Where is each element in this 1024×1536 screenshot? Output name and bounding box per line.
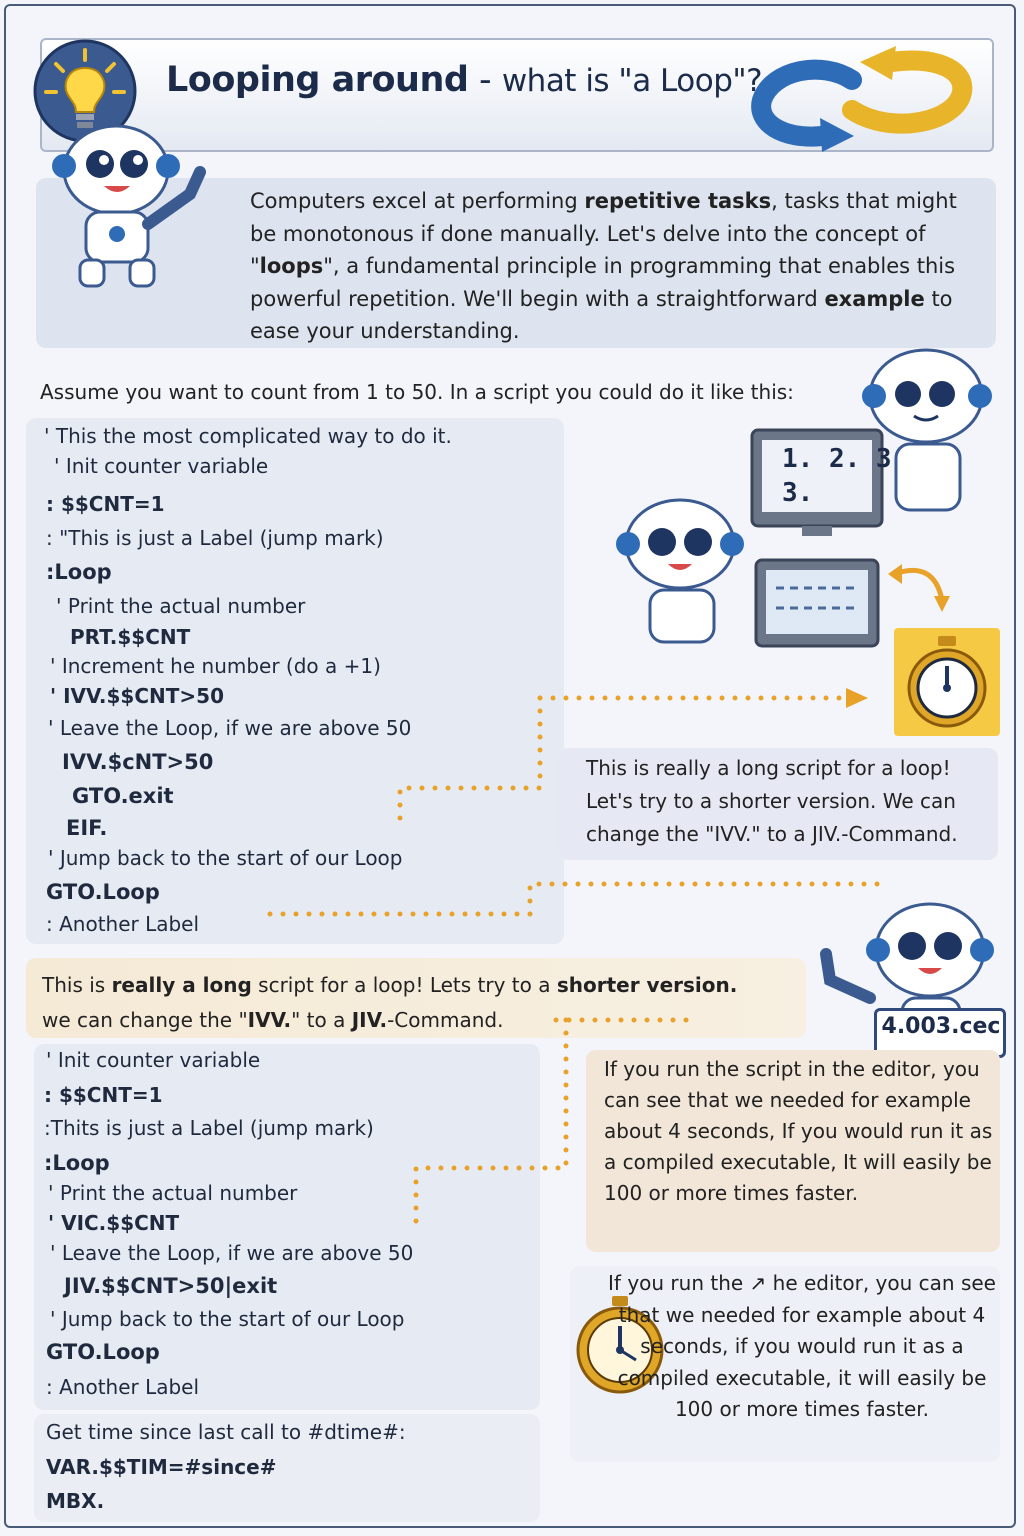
code2-line: : $$CNT=1 (44, 1083, 163, 1107)
code1-line: :Loop (46, 560, 112, 584)
bottom-line: Get time since last call to #dtime#: (46, 1420, 406, 1444)
code1-line: ' Init counter variable (54, 454, 269, 478)
count-heading: Assume you want to count from 1 to 50. In a script you could do it like this: (40, 380, 794, 404)
loop-arrows-icon (742, 40, 978, 152)
code1-line: GTO.exit (72, 784, 174, 808)
code1-line: ' Print the actual number (56, 594, 306, 618)
note3-text: If you run the ↗ he editor, you can see that we needed for example about 4 seconds, if you would run it as a compiled executable, it will easily be 100 or more times faster. (608, 1271, 996, 1421)
code2-line: : Another Label (46, 1375, 200, 1399)
code1-line: EIF. (66, 816, 108, 840)
robot-typing-icon (610, 496, 890, 656)
code1-line: GTO.Loop (46, 880, 160, 904)
code2-line: ' Jump back to the start of our Loop (50, 1307, 405, 1331)
code2-line: ' Leave the Loop, if we are above 50 (50, 1241, 414, 1265)
code1-line: ' This the most complicated way to do it. (44, 424, 452, 448)
code1-line: ' Leave the Loop, if we are above 50 (48, 716, 412, 740)
monitor-text: 1. 2. 3 3. (782, 444, 892, 508)
code2-line: GTO.Loop (46, 1340, 160, 1364)
code2-line: ' Init counter variable (46, 1048, 261, 1072)
bottom-line: VAR.$$TIM=#since# (46, 1455, 277, 1479)
code1-line: : Another Label (46, 912, 200, 936)
page-title: Looping around - what is "a Loop"? (166, 60, 763, 100)
code2-line: :Loop (44, 1151, 110, 1175)
code1-line: ' Increment he number (do a +1) (50, 654, 381, 678)
code2-line: ' Print the actual number (48, 1181, 298, 1205)
code1-line: : "This is just a Label (jump mark) (46, 526, 384, 550)
code2-line: :Thits is just a Label (jump mark) (44, 1116, 374, 1140)
code1-line: IVV.$cNT>50 (62, 750, 214, 774)
section2-text: This is really a long script for a loop! Lets try to a shorter version. we can change the "IVV." to a JIV.-Command. (42, 973, 738, 1032)
code1-line: PRT.$$CNT (70, 625, 191, 649)
note2-text: If you run the script in the editor, you can see that we needed for example about 4 seconds, If you would run it as a compiled executable, It will easily be 100 or more times faster. (604, 1057, 993, 1205)
stopwatch-icon (900, 632, 994, 732)
code1-line: ' IVV.$$CNT>50 (50, 684, 224, 708)
speed-sign: 4.003.cec (881, 1014, 1001, 1039)
note1-text: This is really a long script for a loop! Let's try to a shorter version. We can change the "IVV." to a JIV.-Command. (586, 756, 958, 846)
intro-text: Computers excel at performing repetitive tasks, tasks that might be monotonous if done manually. Let's delve into the concept of "loops", a fundamental principle in programming that enables this powerful repetition. We'll begin with a straightforward example to ease your understanding. (250, 189, 957, 343)
code1-line: : $$CNT=1 (46, 492, 165, 516)
code2-line: JIV.$$CNT>50|exit (64, 1274, 278, 1298)
bottom-line: MBX. (46, 1489, 105, 1513)
robot-pointing-icon (40, 112, 240, 292)
code1-line: ' Jump back to the start of our Loop (48, 846, 403, 870)
swap-arrows-icon (884, 560, 954, 616)
code2-line: ' VIC.$$CNT (48, 1211, 180, 1235)
